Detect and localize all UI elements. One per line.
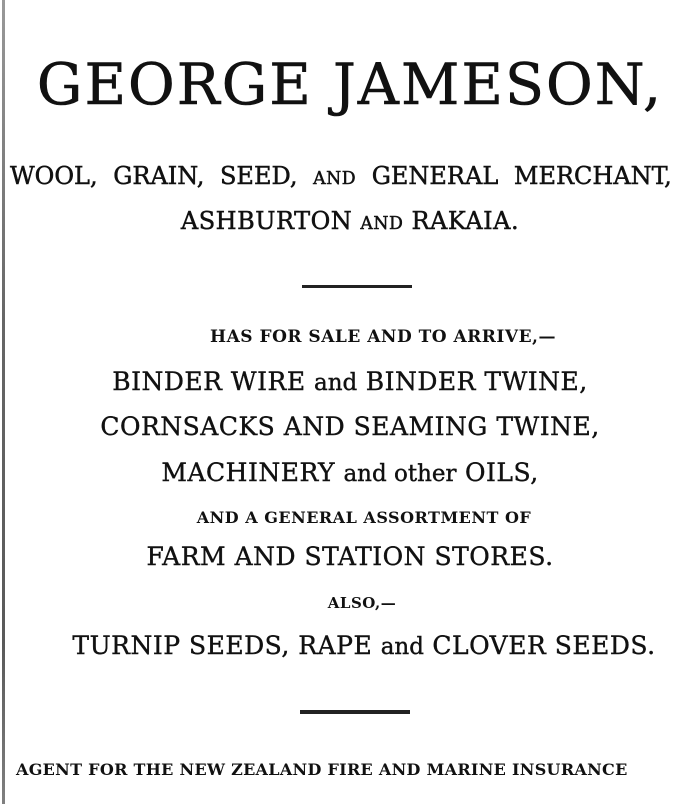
item-seeds-and: and [380,634,424,660]
item-seeds [14,631,700,660]
item-assortment: AND A GENERAL ASSORTMENT OF [196,508,532,527]
item-machinery-word: MACHINERY [161,458,335,487]
item-oils: OILS, [464,458,539,487]
item-binder-wire: BINDER WIRE [112,367,306,396]
item-cornsacks: CORNSACKS AND SEAMING TWINE, [100,412,600,441]
item-farm-stores: FARM AND STATION STORES. [146,542,554,571]
trade-part-1: WOOL, GRAIN, SEED, [10,162,298,190]
page-edge-shadow [2,0,5,804]
item-turnip-rape: TURNIP SEEDS, RAPE [72,631,373,660]
divider-rule-top [302,285,412,288]
divider-rule-bottom [300,710,410,714]
item-machinery [0,458,700,487]
town-ashburton: ASHBURTON [180,207,353,235]
towns-line [0,207,700,235]
item-binder [0,367,700,396]
also-heading: ALSO,— [327,594,397,612]
trade-and: AND [313,169,357,189]
item-binder-twine: BINDER TWINE, [365,367,588,396]
trade-line [10,162,700,190]
agent-line: AGENT FOR THE NEW ZEALAND FIRE AND MARINE INSURANCE [16,760,628,779]
item-clover: CLOVER SEEDS. [432,631,656,660]
sale-heading: HAS FOR SALE AND TO ARRIVE,— [210,327,556,347]
item-machinery-and-other: and other [343,461,457,487]
trade-part-2: GENERAL MERCHANT, [371,162,672,190]
town-rakaia: RAKAIA. [411,207,520,235]
item-binder-and: and [314,370,358,396]
towns-and: AND [360,214,404,234]
merchant-name: GEORGE JAMESON, [36,52,664,118]
